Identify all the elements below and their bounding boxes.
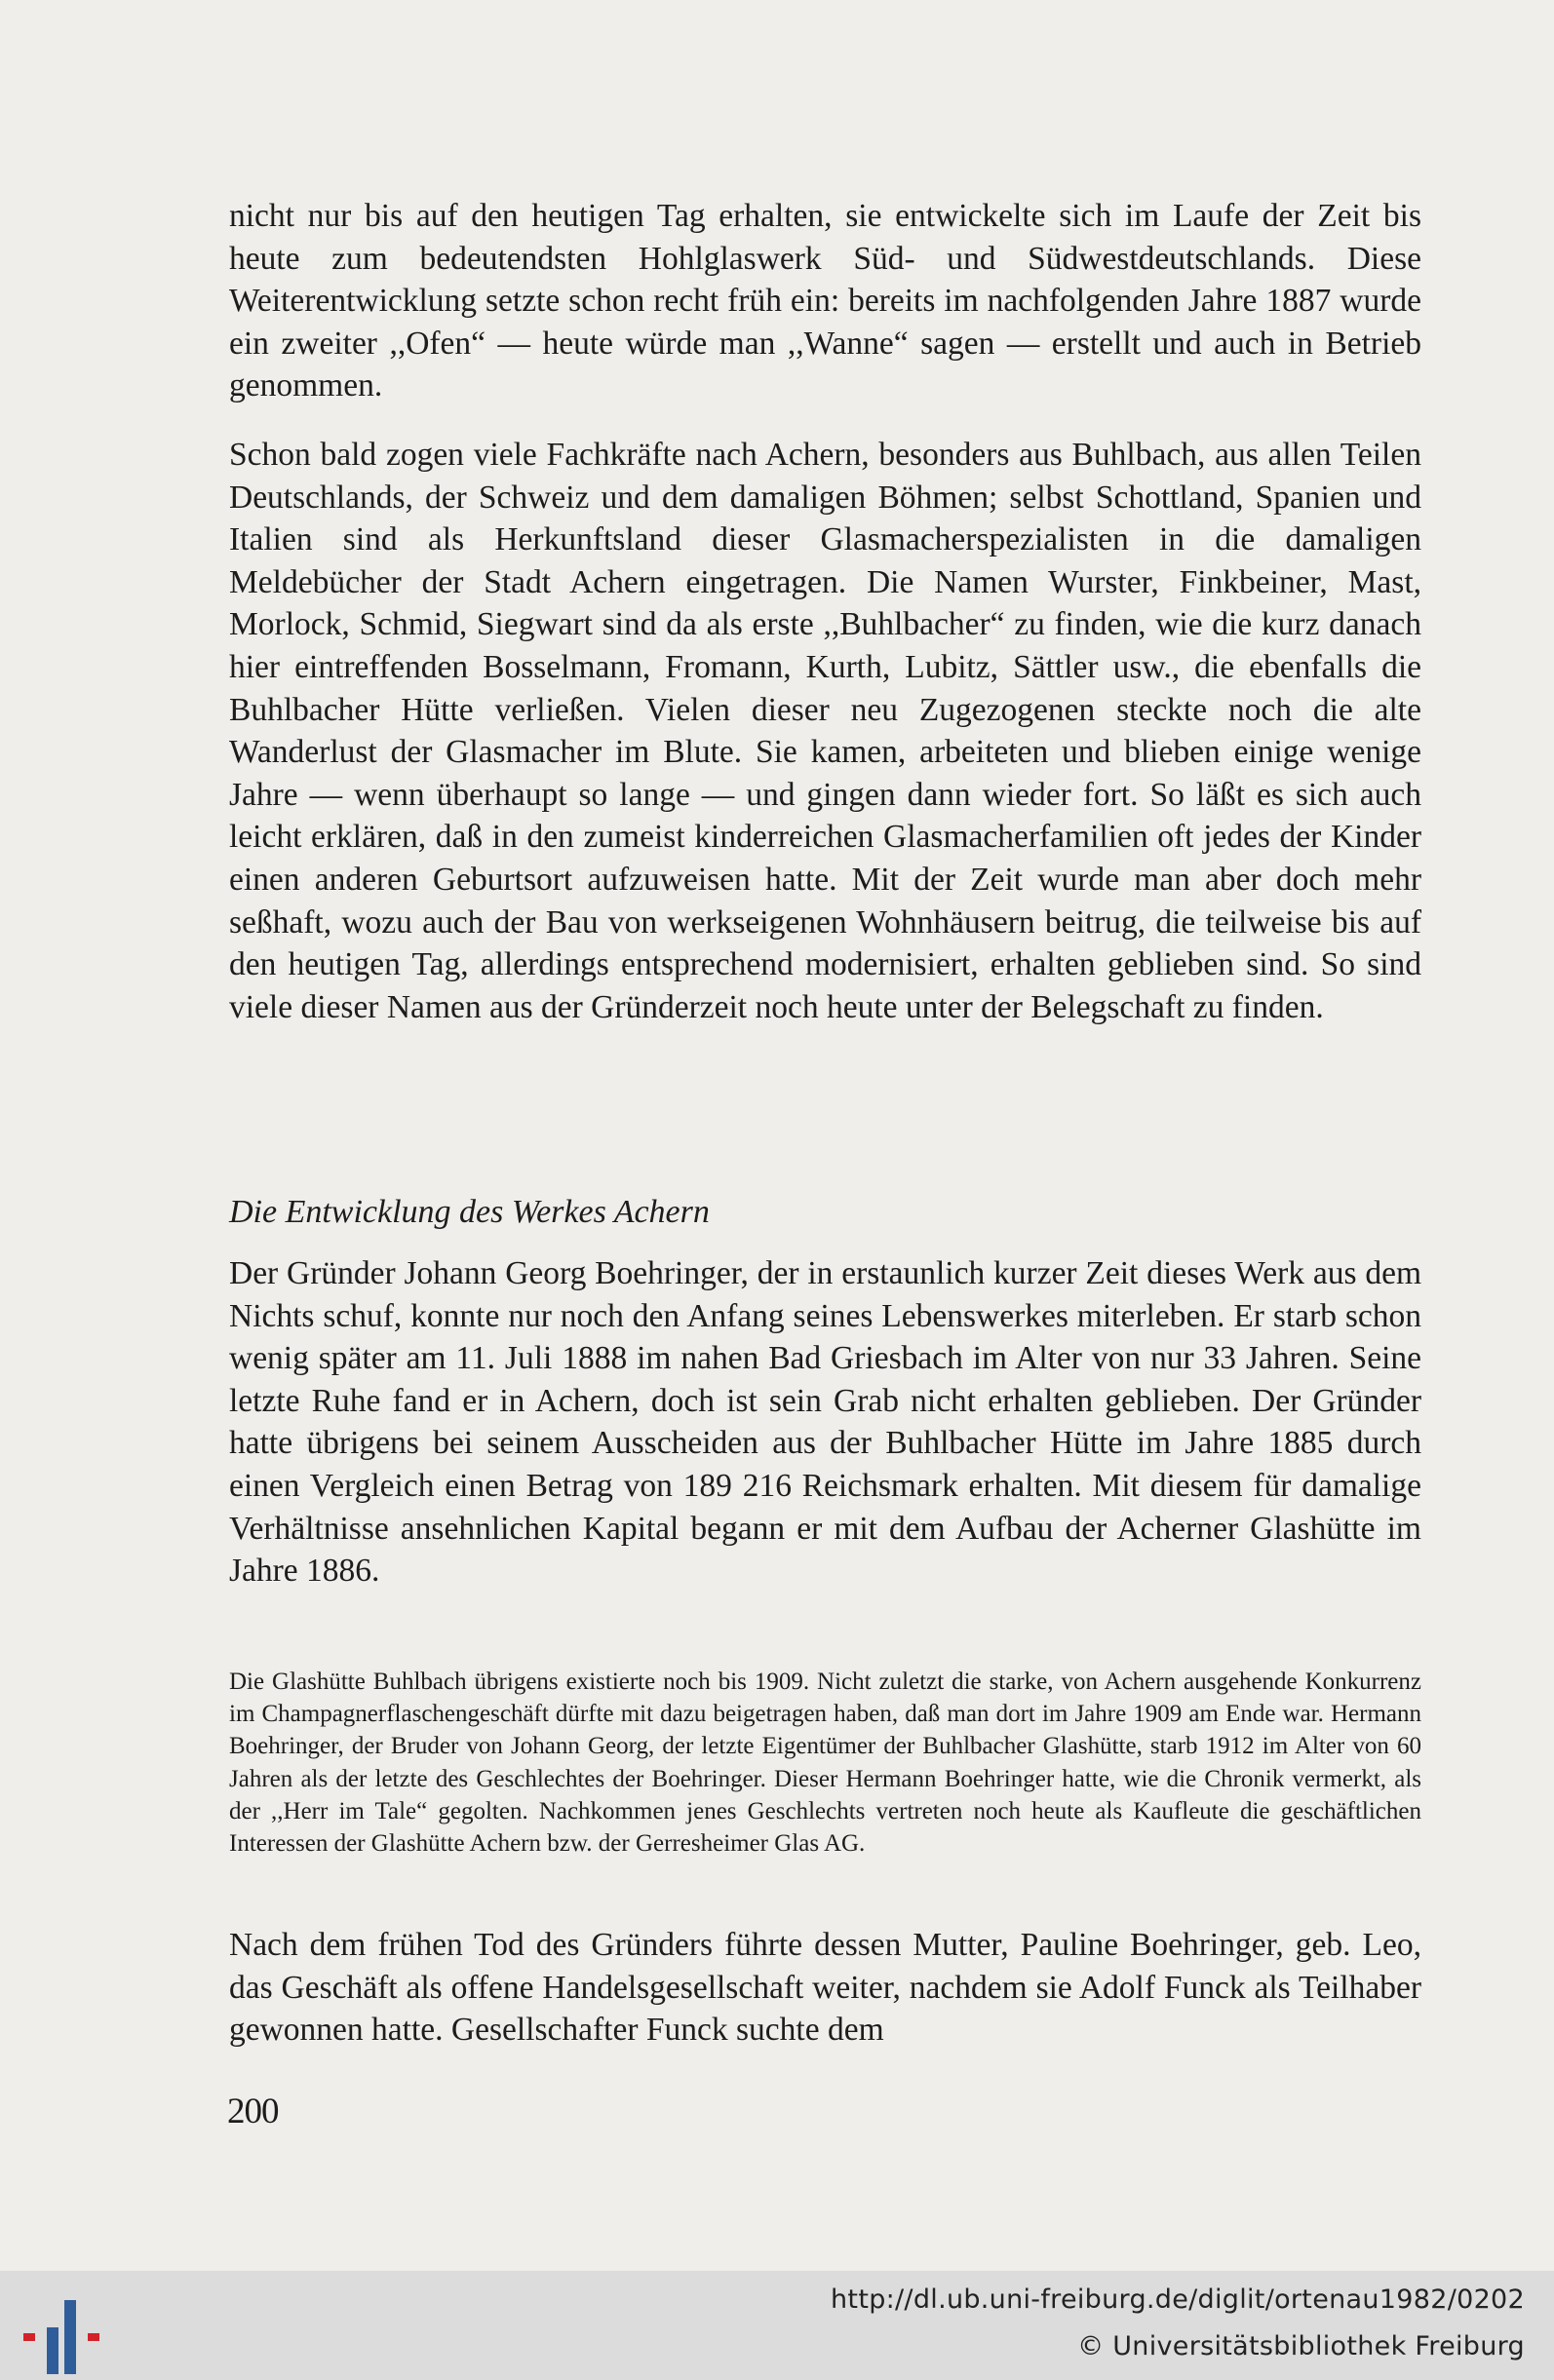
footer-copyright: © Universitätsbibliothek Freiburg — [1077, 2331, 1525, 2361]
paragraph-2: Schon bald zogen viele Fachkräfte nach Achern, besonders aus Buhlbach, aus allen Teilen Deutschlands, der Schweiz und dem damaligen Böhmen; selbst Schottland, Spanien und Italien sind als Herkunftsland dieser Glasmacherspezialisten in die damaligen Meldebücher der Stadt Achern eingetragen. Die Namen Wurster, Finkbeiner, Mast, Morlock, Schmid, Siegwart sind da als erste ,,Buhlbacher“ zu finden, wie die kurz danach hier eintreffenden Bosselmann, Fromann, Kurth, Lubitz, Sättler usw., die ebenfalls die Buhlbacher Hütte verließen. Vielen dieser neu Zugezogenen steckte noch die alte Wanderlust der Glasmacher im Blute. Sie kamen, arbeiteten und blieben einige wenige Jahre — wenn überhaupt so lange — und gingen dann wieder fort. So läßt es sich auch leicht erklären, daß in den zumeist kinderreichen Glasmacherfamilien oft jedes der Kinder einen anderen Geburtsort aufzuweisen hatte. Mit der Zeit wurde man aber doch mehr seßhaft, wozu auch der Bau von werkseigenen Wohnhäusern beitrug, die teilweise bis auf den heutigen Tag, allerdings entsprechend modernisiert, erhalten geblieben sind. So sind viele dieser Namen aus der Gründerzeit noch heute unter der Belegschaft zu finden. — [229, 437, 1421, 1025]
paragraph-1: nicht nur bis auf den heutigen Tag erhalten, sie entwickelte sich im Laufe der Zeit bis heute zum bedeutendsten Hohlglaswerk Süd- und Südwestdeutschlands. Diese Weiterentwicklung setzte schon recht früh ein: bereits im nachfolgenden Jahre 1887 wurde ein zweiter ,,Ofen“ — heute würde man ,,Wanne“ sagen — erstellt und auch in Betrieb genommen. — [229, 198, 1421, 404]
section-heading: Die Entwicklung des Werkes Achern — [229, 1194, 710, 1230]
footnote: Die Glashütte Buhlbach übrigens existierte noch bis 1909. Nicht zuletzt die starke, von Achern ausgehende Konkurrenz im Champagnerflaschengeschäft dürfte mit dazu beigetragen haben, daß man dort im Jahre 1909 am Ende war. Hermann Boehringer, der Bruder von Johann Georg, der letzte Eigentümer der Buhlbacher Glashütte, starb 1912 im Alter von 60 Jahren als der letzte des Geschlechtes der Boehringer. Dieser Hermann Boehringer hatte, wie die Chronik vermerkt, als der ,,Herr im Tale“ gegolten. Nachkommen jenes Geschlechts vertreten noch heute als Kaufleute die geschäftlichen Interessen der Glashütte Achern bzw. der Gerresheimer Glas AG. — [229, 1669, 1421, 1858]
footer-url-link[interactable]: http://dl.ub.uni-freiburg.de/diglit/ortenau1982/0202 — [831, 2284, 1525, 2315]
ub-freiburg-logo-icon — [18, 2298, 105, 2376]
page-number: 200 — [227, 2092, 279, 2131]
footer-bar — [0, 2271, 1554, 2380]
paragraph-4: Nach dem frühen Tod des Gründers führte dessen Mutter, Pauline Boehringer, geb. Leo, das Geschäft als offene Handelsgesellschaft weiter, nachdem sie Adolf Funck als Teilhaber gewonnen hatte. Gesellschafter Funck suchte dem — [229, 1927, 1421, 2049]
paragraph-3: Der Gründer Johann Georg Boehringer, der in erstaunlich kurzer Zeit dieses Werk aus dem Nichts schuf, konnte nur noch den Anfang seines Lebenswerkes miterleben. Er starb schon wenig später am 11. Juli 1888 im nahen Bad Griesbach im Alter von nur 33 Jahren. Seine letzte Ruhe fand er in Achern, doch ist sein Grab nicht erhalten geblieben. Der Gründer hatte übrigens bei seinem Ausscheiden aus der Buhlbacher Hütte im Jahre 1885 durch einen Vergleich einen Betrag von 189 216 Reichsmark erhalten. Mit diesem für damalige Verhältnisse ansehnlichen Kapital begann er mit dem Aufbau der Acherner Glashütte im Jahre 1886. — [229, 1255, 1421, 1590]
